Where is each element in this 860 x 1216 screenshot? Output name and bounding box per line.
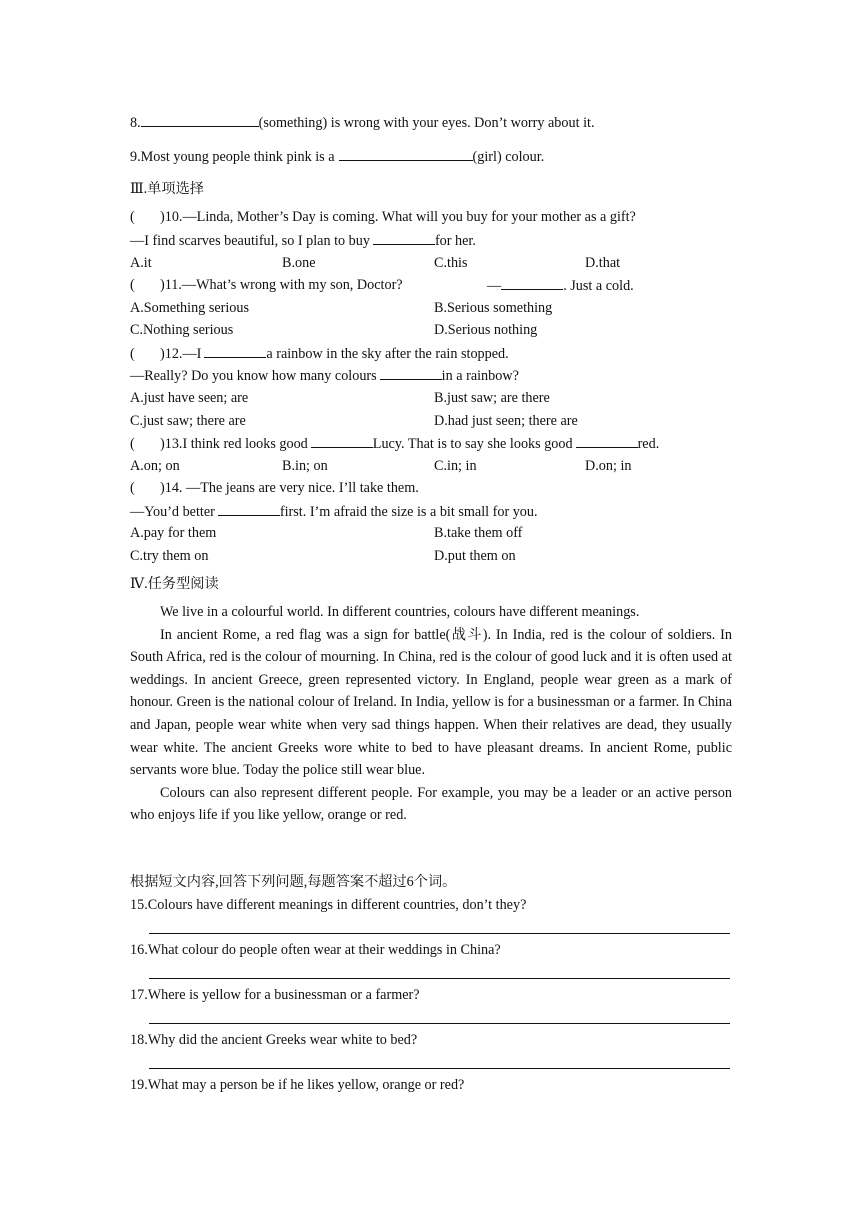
option-b[interactable]: B.in; on <box>282 458 328 474</box>
answer-blank[interactable] <box>218 502 280 516</box>
option-d[interactable]: D.put them on <box>434 548 516 564</box>
question-13-text-post: red. <box>637 436 660 452</box>
answer-blank[interactable] <box>501 276 563 290</box>
question-14-text-pre: —You’d better <box>130 504 215 520</box>
question-11-text: )11.—What’s wrong with my son, Doctor? <box>160 277 403 293</box>
answer-line[interactable] <box>149 1023 730 1024</box>
question-13-stem <box>130 434 659 453</box>
answer-line[interactable] <box>149 1068 730 1069</box>
option-a[interactable]: A.Something serious <box>130 300 250 316</box>
option-c[interactable]: C.just saw; there are <box>130 413 246 429</box>
question-13-text-mid: Lucy. That is to say she looks good <box>372 436 573 452</box>
answer-blank[interactable] <box>204 344 266 358</box>
reading-passage <box>130 601 732 827</box>
option-a[interactable]: A.pay for them <box>130 525 217 541</box>
question-14-line2 <box>130 502 538 521</box>
answer-blank[interactable] <box>576 434 638 448</box>
option-b[interactable]: B.one <box>282 255 316 271</box>
question-15: 15.Colours have different meanings in different countries, don’t they? <box>130 897 527 913</box>
question-8-number: 8. <box>130 115 141 131</box>
question-14-text: )14. —The jeans are very nice. I’ll take them. <box>160 480 419 496</box>
question-12-text-pre2: —Really? Do you know how many colours <box>130 368 377 384</box>
option-a[interactable]: A.it <box>130 255 152 271</box>
question-8-hint: (something) is wrong with your eyes. Don’t worry about it. <box>258 115 595 131</box>
option-c[interactable]: C.this <box>434 255 468 271</box>
option-c[interactable]: C.Nothing serious <box>130 322 234 338</box>
question-12-stem <box>130 344 509 363</box>
option-d[interactable]: D.had just seen; there are <box>434 413 578 429</box>
question-18: 18.Why did the ancient Greeks wear white to bed? <box>130 1032 418 1048</box>
option-d[interactable]: D.that <box>585 255 621 271</box>
question-8 <box>130 113 595 132</box>
option-a[interactable]: A.just have seen; are <box>130 390 249 406</box>
question-13-text-pre: )13.I think red looks good <box>160 436 308 452</box>
question-10-stem <box>130 208 636 226</box>
answer-blank[interactable] <box>373 231 435 245</box>
passage-paragraph-3: Colours can also represent different people. For example, you may be a leader or an active person who enjoys life if you like yellow, orange or red. <box>130 784 732 824</box>
question-9-hint: (girl) colour. <box>472 149 545 165</box>
question-11-answer <box>487 276 634 295</box>
question-10-text-pre: —I find scarves beautiful, so I plan to buy <box>130 233 370 249</box>
option-d[interactable]: D.on; in <box>585 458 632 474</box>
answer-paren[interactable]: ( <box>130 209 135 225</box>
option-a[interactable]: A.on; on <box>130 458 180 474</box>
question-11-stem <box>130 276 403 294</box>
answer-blank[interactable] <box>141 113 259 127</box>
question-12-line2 <box>130 366 519 385</box>
task-instruction: 根据短文内容,回答下列问题,每题答案不超过6个词。 <box>130 874 457 890</box>
option-d[interactable]: D.Serious nothing <box>434 322 538 338</box>
question-12-text-post: a rainbow in the sky after the rain stopped. <box>266 346 509 362</box>
answer-line[interactable] <box>149 978 730 979</box>
question-10-text-post: for her. <box>434 233 476 249</box>
question-19: 19.What may a person be if he likes yellow, orange or red? <box>130 1077 465 1093</box>
answer-paren[interactable]: ( <box>130 436 135 452</box>
section-4-heading: Ⅳ.任务型阅读 <box>130 576 219 592</box>
section-3-heading: Ⅲ.单项选择 <box>130 181 204 197</box>
dash: — <box>487 278 502 294</box>
question-11-text-post: . Just a cold. <box>563 278 634 294</box>
passage-paragraph-2: In ancient Rome, a red flag was a sign for battle(战斗). In India, red is the colour of soldiers. In South Africa, red is the colour of mourning. In China, red is the colour of good luck and it is often used at weddings. In ancient Greece, green represented victory. In England, people wear green as a mark of honour. Green is the national colour of Ireland. In India, yellow is for a businessman or a farmer. In China and Japan, people wear white when very sad things happen. When their relatives are dead, they usually wear white. The ancient Greeks wore white to bed to have pleasant dreams. In ancient Rome, public servants wore blue. Today the police still wear blue. <box>130 626 732 779</box>
answer-blank[interactable] <box>380 366 442 380</box>
question-14-text-post: first. I’m afraid the size is a bit small for you. <box>279 504 538 520</box>
question-10-text: )10.—Linda, Mother’s Day is coming. What will you buy for your mother as a gift? <box>160 209 636 225</box>
option-b[interactable]: B.take them off <box>434 525 523 541</box>
question-17: 17.Where is yellow for a businessman or a farmer? <box>130 987 420 1003</box>
question-9-text: 9.Most young people think pink is a <box>130 149 335 165</box>
question-12-text-pre: )12.—I <box>160 346 202 362</box>
passage-paragraph-1: We live in a colourful world. In different countries, colours have different meanings. <box>160 604 640 620</box>
option-b[interactable]: B.just saw; are there <box>434 390 550 406</box>
option-c[interactable]: C.try them on <box>130 548 209 564</box>
answer-line[interactable] <box>149 933 730 934</box>
question-14-stem <box>130 479 419 497</box>
answer-blank[interactable] <box>311 434 373 448</box>
answer-paren[interactable]: ( <box>130 480 135 496</box>
question-16: 16.What colour do people often wear at their weddings in China? <box>130 942 501 958</box>
answer-paren[interactable]: ( <box>130 346 135 362</box>
option-c[interactable]: C.in; in <box>434 458 477 474</box>
question-9 <box>130 147 544 166</box>
option-b[interactable]: B.Serious something <box>434 300 553 316</box>
answer-paren[interactable]: ( <box>130 277 135 293</box>
question-10-line2 <box>130 231 476 250</box>
answer-blank[interactable] <box>339 147 473 161</box>
question-12-text-post2: in a rainbow? <box>441 368 519 384</box>
